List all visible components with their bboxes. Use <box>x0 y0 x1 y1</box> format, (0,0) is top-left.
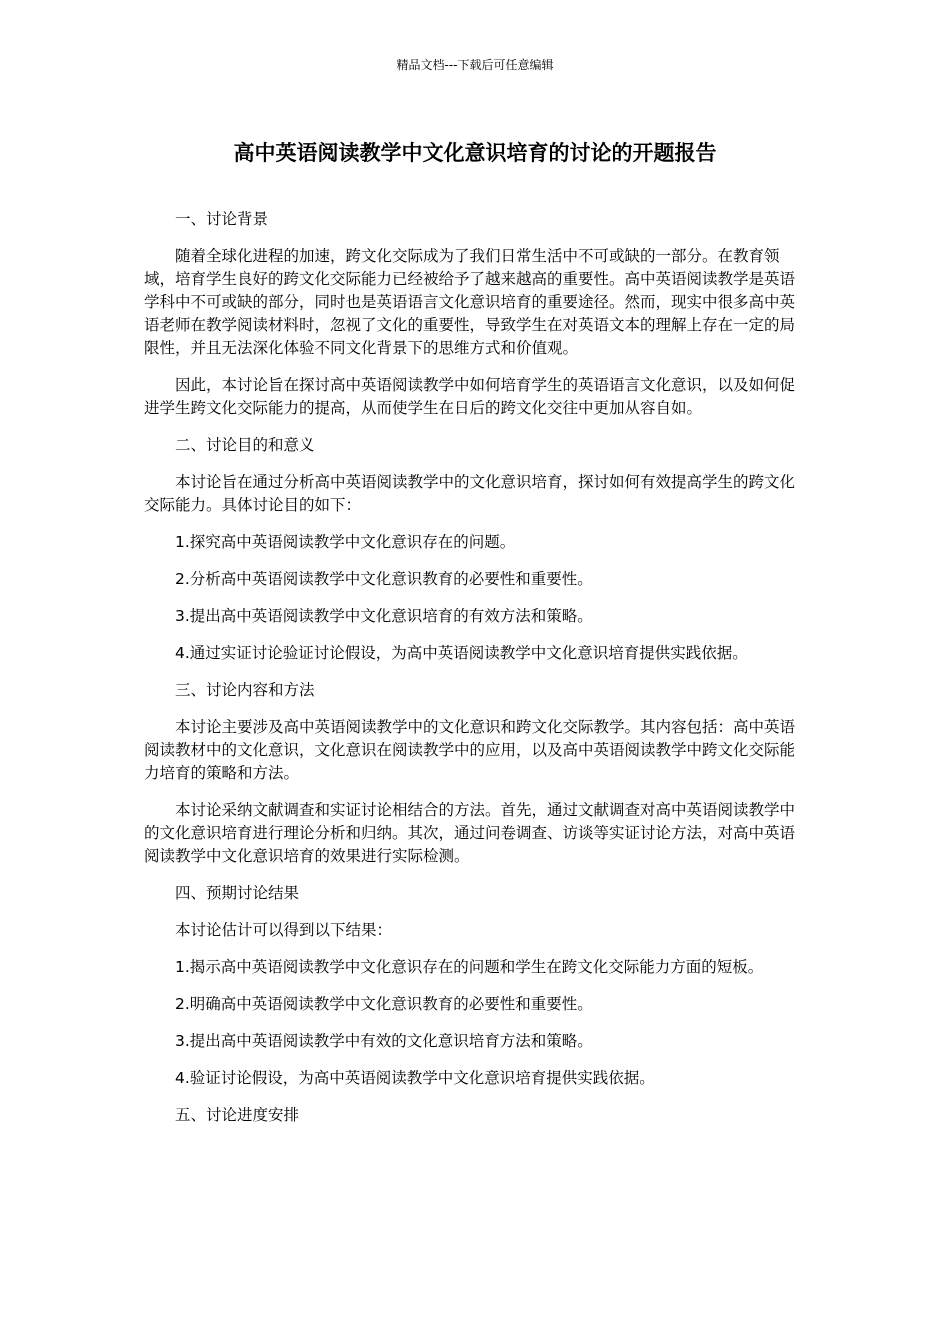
paragraph: 本讨论估计可以得到以下结果： <box>175 921 393 939</box>
document-body <box>144 208 806 1127</box>
section-heading-background: 一、讨论背景 <box>175 210 269 228</box>
list-item: 2.分析高中英语阅读教学中文化意识教育的必要性和重要性。 <box>175 570 593 588</box>
paragraph: 因此，本讨论旨在探讨高中英语阅读教学中如何培育学生的英语语言文化意识，以及如何促进学生跨文化交际能力的提高，从而使学生在日后的跨文化交往中更加从容自如。 <box>144 376 796 417</box>
list-item: 4.验证讨论假设，为高中英语阅读教学中文化意识培育提供实践依据。 <box>175 1069 655 1087</box>
paragraph: 本讨论旨在通过分析高中英语阅读教学中的文化意识培育，探讨如何有效提高学生的跨文化交际能力。具体讨论目的如下： <box>144 473 796 514</box>
section-heading-expected-results: 四、预期讨论结果 <box>175 884 300 902</box>
section-heading-schedule: 五、讨论进度安排 <box>175 1106 300 1124</box>
paragraph: 本讨论采纳文献调查和实证讨论相结合的方法。首先，通过文献调查对高中英语阅读教学中的文化意识培育进行理论分析和归纳。其次，通过问卷调查、访谈等实证讨论方法，对高中英语阅读教学中文化意识培育的效果进行实际检测。 <box>144 801 796 865</box>
document-title: 高中英语阅读教学中文化意识培育的讨论的开题报告 <box>233 141 717 165</box>
header-note: 精品文档---下载后可任意编辑 <box>396 58 554 72</box>
list-item: 3.提出高中英语阅读教学中文化意识培育的有效方法和策略。 <box>175 607 593 625</box>
list-item: 2.明确高中英语阅读教学中文化意识教育的必要性和重要性。 <box>175 995 593 1013</box>
section-heading-purpose: 二、讨论目的和意义 <box>175 436 315 454</box>
paragraph: 本讨论主要涉及高中英语阅读教学中的文化意识和跨文化交际教学。其内容包括：高中英语阅读教材中的文化意识，文化意识在阅读教学中的应用，以及高中英语阅读教学中跨文化交际能力培育的策略和方法。 <box>144 718 796 782</box>
paragraph: 随着全球化进程的加速，跨文化交际成为了我们日常生活中不可或缺的一部分。在教育领域，培育学生良好的跨文化交际能力已经被给予了越来越高的重要性。高中英语阅读教学是英语学科中不可或缺的部分，同时也是英语语言文化意识培育的重要途径。然而，现实中很多高中英语老师在教学阅读材料时，忽视了文化的重要性，导致学生在对英语文本的理解上存在一定的局限性，并且无法深化体验不同文化背景下的思维方式和价值观。 <box>144 247 796 357</box>
section-heading-content-methods: 三、讨论内容和方法 <box>175 681 315 699</box>
list-item: 1.探究高中英语阅读教学中文化意识存在的问题。 <box>175 533 516 551</box>
list-item: 4.通过实证讨论验证讨论假设，为高中英语阅读教学中文化意识培育提供实践依据。 <box>175 644 748 662</box>
list-item: 3.提出高中英语阅读教学中有效的文化意识培育方法和策略。 <box>175 1032 593 1050</box>
list-item: 1.揭示高中英语阅读教学中文化意识存在的问题和学生在跨文化交际能力方面的短板。 <box>175 958 764 976</box>
